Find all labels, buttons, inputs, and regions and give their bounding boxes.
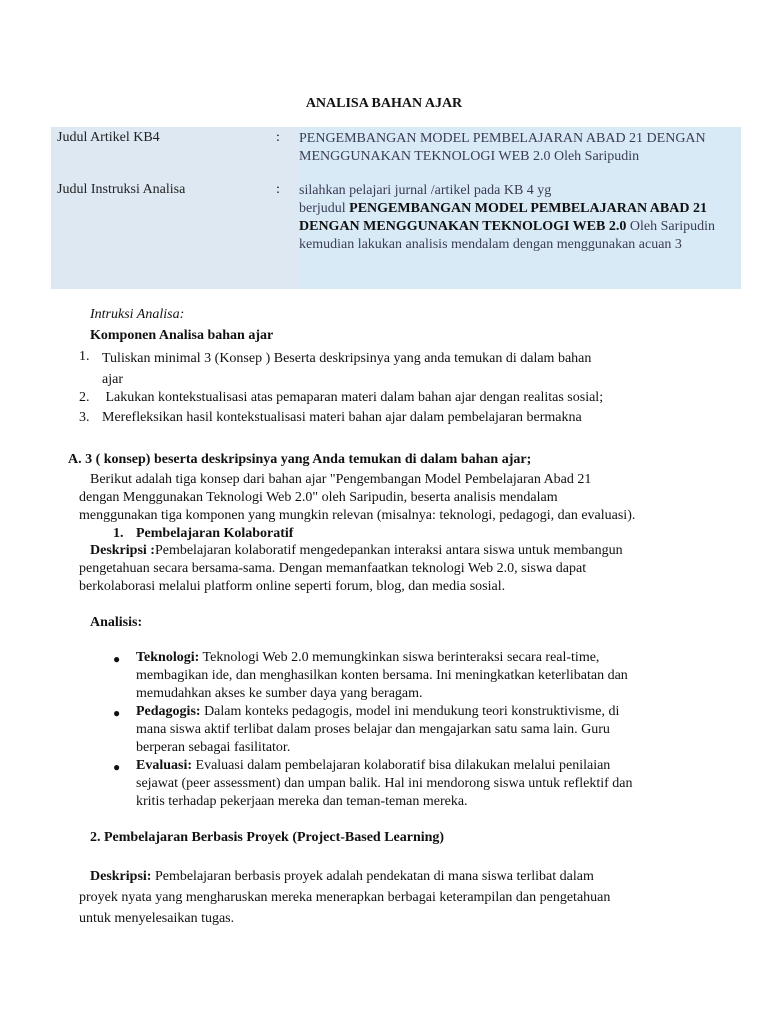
deskripsi-label: Deskripsi : bbox=[90, 543, 155, 558]
konsep1-title: Pembelajaran Kolaboratif bbox=[136, 526, 294, 541]
row-label: Judul Artikel KB4 bbox=[57, 130, 160, 145]
intro-line: dengan Menggunakan Teknologi Web 2.0" oleh Saripudin, beserta analisis mendalam bbox=[79, 490, 558, 505]
row-value bbox=[299, 182, 729, 254]
row-value-bold: PENGEMBANGAN MODEL PEMBELAJARAN ABAD 21 DENGAN MENGGUNAKAN TEKNOLOGI WEB 2.0 bbox=[299, 201, 707, 234]
document-title: ANALISA BAHAN AJAR bbox=[305, 96, 463, 111]
instruksi-heading: Intruksi Analisa: bbox=[90, 307, 185, 322]
konsep1-description: Deskripsi :Pembelajaran kolaboratif mengedepankan interaksi antara siswa untuk membangun pengetahuan secara bersama-sama. Dengan memanfaatkan teknologi Web 2.0, siswa dapat berkolaborasi melalui platform online seperti forum, blog, dan media sosial. bbox=[79, 543, 623, 594]
bullet-icon: ● bbox=[113, 760, 121, 774]
bullet-icon: ● bbox=[113, 652, 121, 666]
list-item-text: Lakukan kontekstualisasi atas pemaparan materi dalam bahan ajar dengan realitas sosial; bbox=[102, 390, 604, 405]
row-value: PENGEMBANGAN MODEL PEMBELAJARAN ABAD 21 DENGAN MENGGUNAKAN TEKNOLOGI WEB 2.0 Oleh Saripudin bbox=[299, 131, 706, 164]
bullet-icon: ● bbox=[113, 706, 121, 720]
row-value-post: Oleh Saripudin kemudian lakukan analisis mendalam dengan menggunakan acuan 3 bbox=[299, 219, 716, 252]
list-item-text: Tuliskan minimal 3 (Konsep ) Beserta deskripsinya yang anda temukan di dalam bahan ajar bbox=[102, 351, 592, 387]
row-label: Judul Instruksi Analisa bbox=[57, 182, 186, 197]
intro-line: Berikut adalah tiga konsep dari bahan ajar "Pengembangan Model Pembelajaran Abad 21 bbox=[90, 472, 592, 487]
row-value-pre: berjudul bbox=[299, 201, 350, 216]
intro-line: menggunakan tiga komponen yang mungkin relevan (misalnya: teknologi, pedagogi, dan evaluasi). bbox=[79, 508, 636, 523]
row-colon: : bbox=[276, 130, 280, 145]
komponen-heading: Komponen Analisa bahan ajar bbox=[90, 328, 274, 343]
section-a-heading: A. 3 ( konsep) beserta deskripsinya yang Anda temukan di dalam bahan ajar; bbox=[68, 452, 532, 467]
list-item-text: Merefleksikan hasil kontekstualisasi materi bahan ajar dalam pembelajaran bermakna bbox=[102, 410, 582, 425]
bullet-item-teknologi: Teknologi: Teknologi Web 2.0 memungkinkan siswa berinteraksi secara real-time, membagikan ide, dan menghasilkan konten bersama. Ini meningkatkan keterlibatan dan memudahkan akses ke sumber daya yang beragam. bbox=[136, 650, 628, 701]
list-item-number: 3. bbox=[79, 410, 90, 425]
deskripsi-label: Deskripsi: bbox=[90, 869, 152, 884]
bullet-item-evaluasi: Evaluasi: Evaluasi dalam pembelajaran kolaboratif bisa dilakukan melalui penilaian sejawat (peer assessment) dan umpan balik. Hal ini mendorong siswa untuk reflektif dan kritis terhadap pekerjaan mereka dan teman-teman mereka. bbox=[136, 758, 633, 809]
analisis-heading: Analisis: bbox=[90, 615, 143, 630]
info-table bbox=[51, 127, 741, 289]
list-item-number: 1. bbox=[79, 349, 90, 364]
intro-paragraph bbox=[79, 471, 635, 525]
row-value-line1: silahkan pelajari jurnal /artikel pada KB 4 yg bbox=[299, 183, 552, 198]
konsep2-title: 2. Pembelajaran Berbasis Proyek (Project-Based Learning) bbox=[90, 830, 445, 845]
row-colon: : bbox=[276, 182, 280, 197]
list-item-number: 2. bbox=[79, 390, 90, 405]
konsep2-description: Deskripsi: Pembelajaran berbasis proyek adalah pendekatan di mana siswa terlibat dalam proyek nyata yang mengharuskan mereka menerapkan berbagai keterampilan dan pengetahuan untuk menyelesaikan tugas. bbox=[79, 869, 611, 926]
konsep1-number: 1. bbox=[113, 526, 124, 541]
bullet-item-pedagogis: Pedagogis: Dalam konteks pedagogis, model ini mendukung teori konstruktivisme, di mana siswa aktif terlibat dalam proses belajar dan mengajarkan satu sama lain. Guru berperan sebagai fasilitator. bbox=[136, 704, 620, 755]
